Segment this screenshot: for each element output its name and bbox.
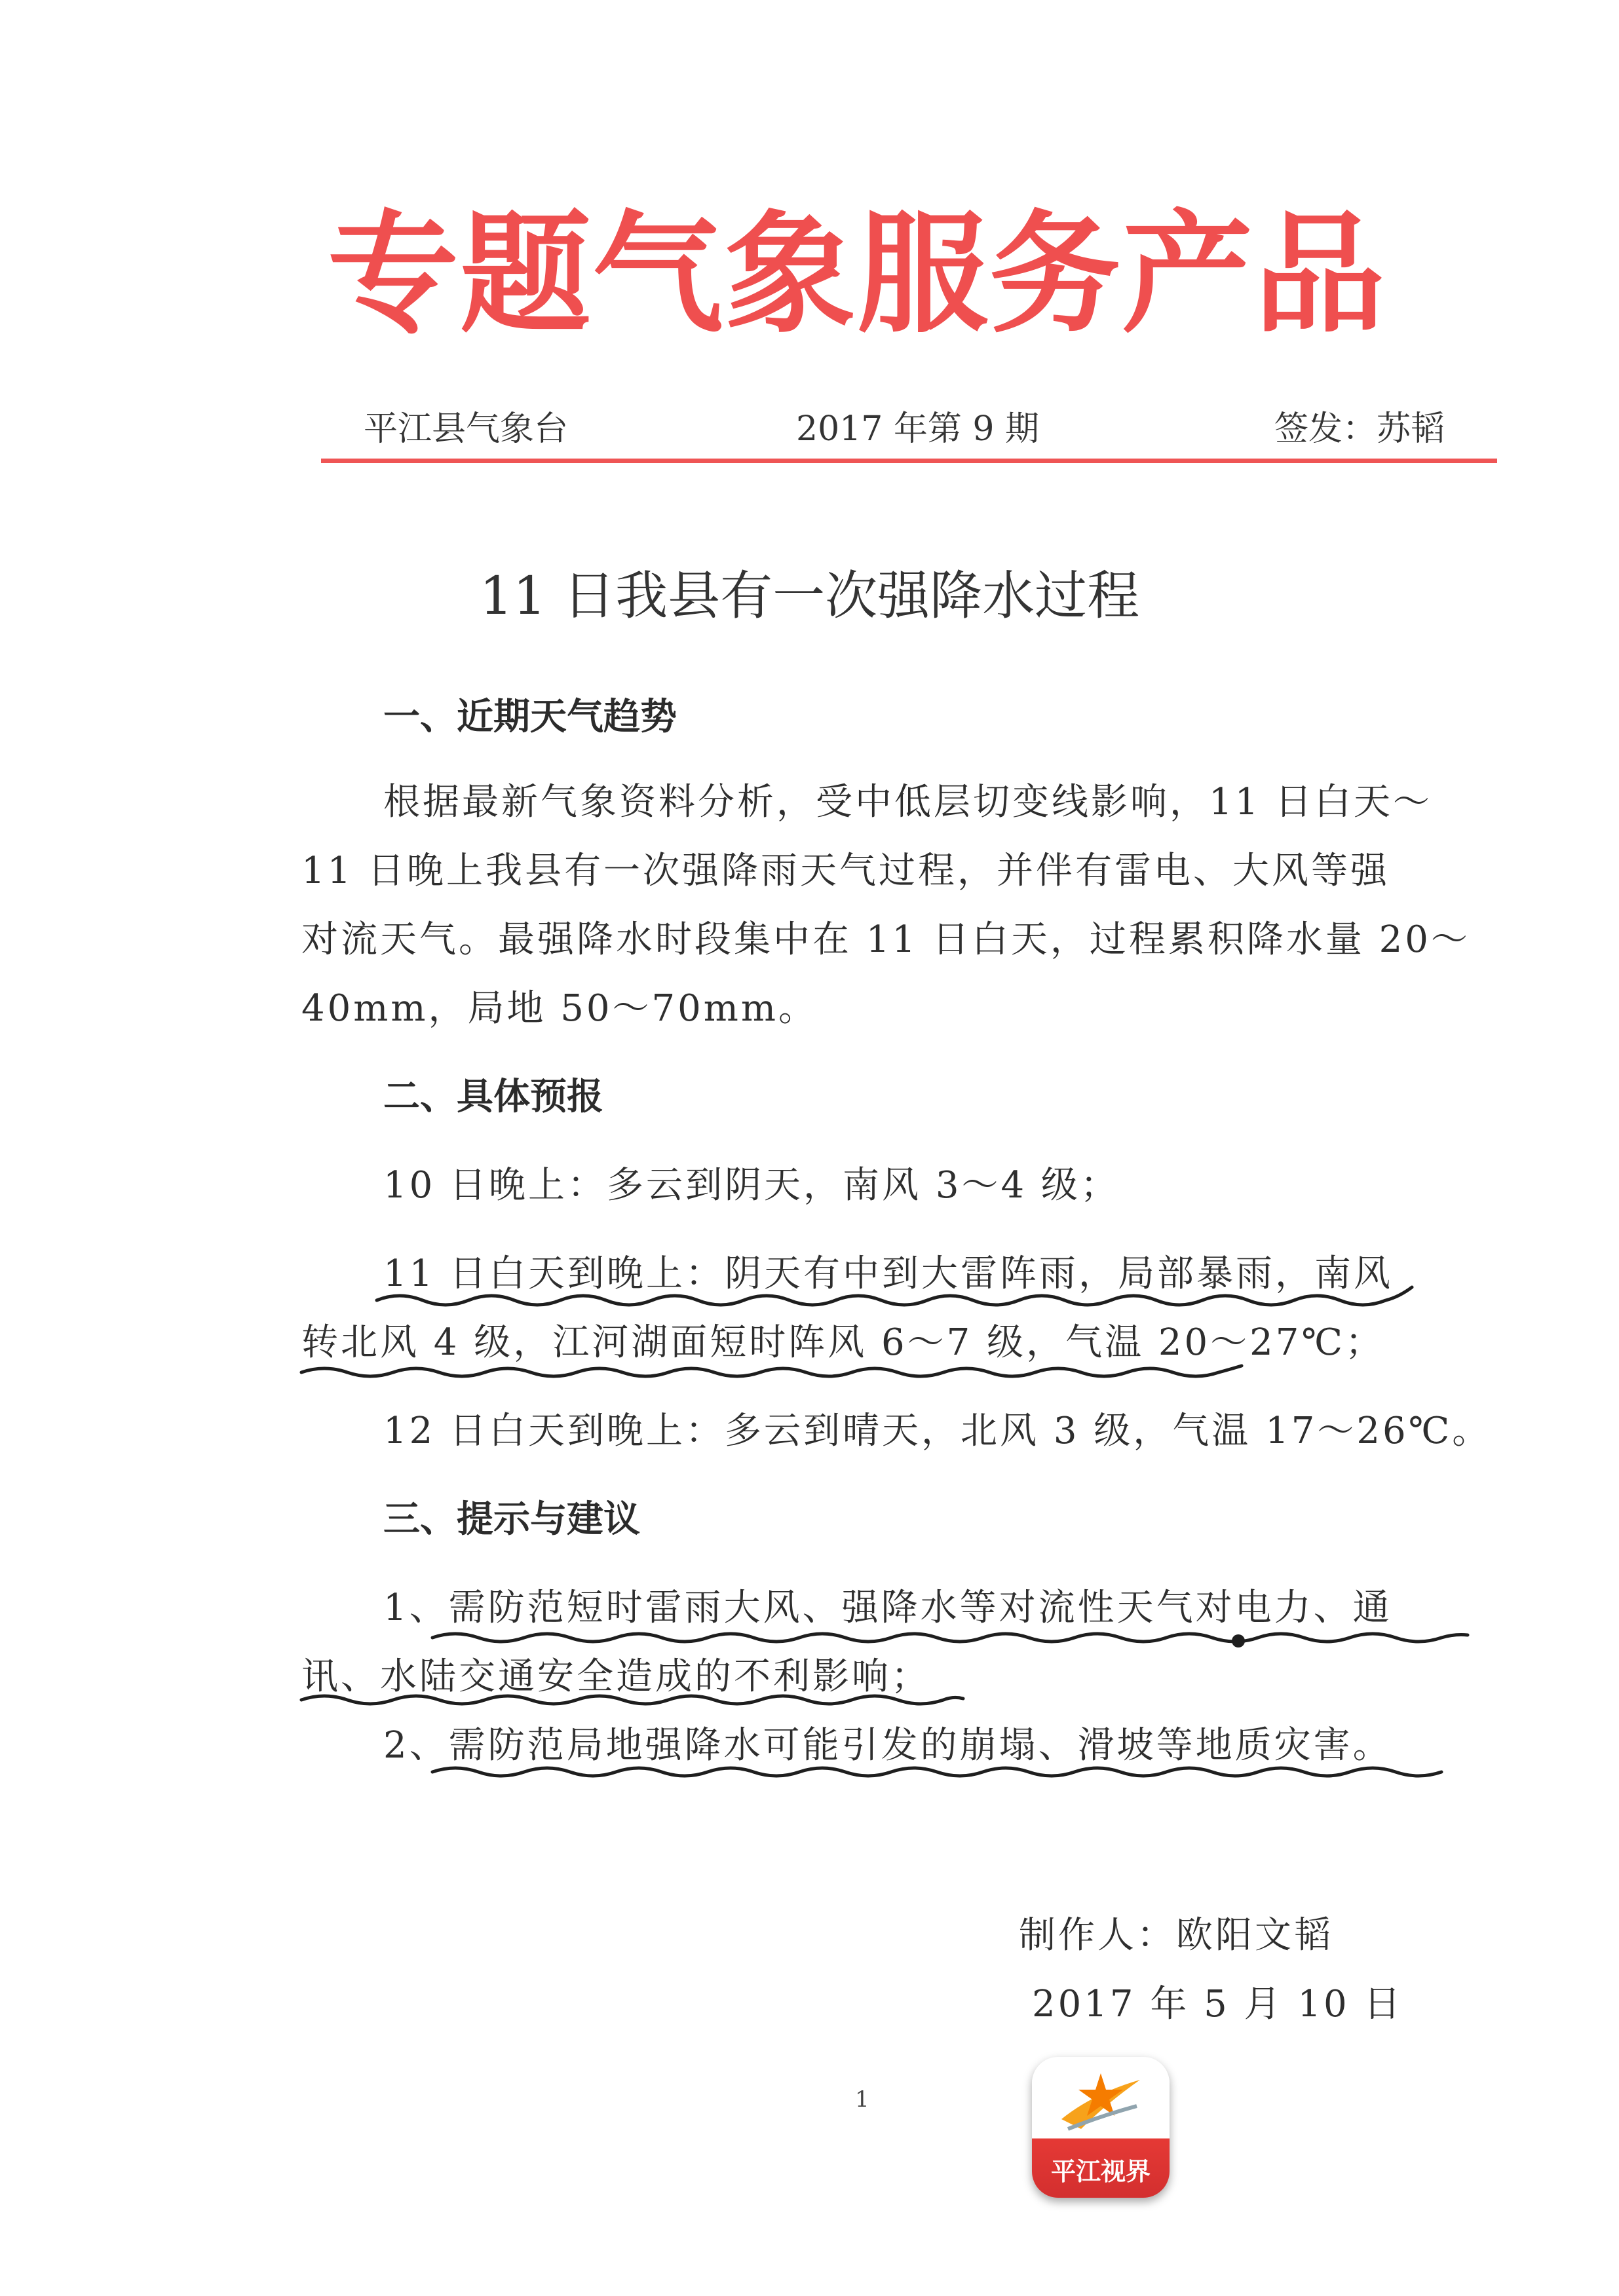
forecast-line-1: 10 日晚上：多云到阴天，南风 3～4 级； — [383, 1164, 1120, 1207]
page-number: 1 — [855, 2086, 869, 2113]
trend-line-1: 根据最新气象资料分析，受中低层切变线影响，11 日白天～ — [383, 781, 1433, 823]
masthead-title: 专题气象服务产品 — [328, 198, 1387, 351]
section-heading-trend: 一、近期天气趋势 — [383, 696, 677, 738]
trend-line-4: 40mm，局地 50～70mm。 — [301, 987, 818, 1030]
document-title: 11 日我县有一次强降水过程 — [479, 565, 1140, 626]
plane-star-logo-icon — [1055, 2067, 1147, 2139]
section-heading-advice: 三、提示与建议 — [383, 1498, 640, 1541]
forecast-line-4: 12 日白天到晚上：多云到晴天，北风 3 级，气温 17～26℃。 — [383, 1410, 1492, 1452]
trend-line-2: 11 日晚上我县有一次强降雨天气过程，并伴有雷电、大风等强 — [301, 850, 1390, 892]
app-logo — [1032, 2057, 1170, 2198]
trend-line-3: 对流天气。最强降水时段集中在 11 日白天，过程累积降水量 20～ — [301, 918, 1470, 961]
advice-line-2: 讯、水陆交通安全造成的不利影响； — [301, 1655, 930, 1698]
advice-line-1: 1、需防范短时雷雨大风、强降水等对流性天气对电力、通 — [383, 1587, 1392, 1629]
issue-number: 2017 年第 9 期 — [796, 409, 1040, 449]
advice-line-3: 2、需防范局地强降水可能引发的崩塌、滑坡等地质灾害。 — [383, 1724, 1392, 1767]
logo-label: 平江视界 — [1050, 2157, 1151, 2186]
forecast-line-3: 转北风 4 级，江河湖面短时阵风 6～7 级，气温 20～27℃； — [301, 1321, 1385, 1364]
issue-date: 2017 年 5 月 10 日 — [1032, 1983, 1403, 2025]
signer: 签发：苏韬 — [1274, 409, 1445, 449]
forecast-line-2: 11 日白天到晚上：阴天有中到大雷阵雨，局部暴雨，南风 — [383, 1252, 1394, 1295]
section-heading-forecast: 二、具体预报 — [383, 1076, 603, 1118]
author: 制作人：欧阳文韬 — [1019, 1914, 1333, 1957]
issuing-org: 平江县气象台 — [364, 409, 569, 449]
